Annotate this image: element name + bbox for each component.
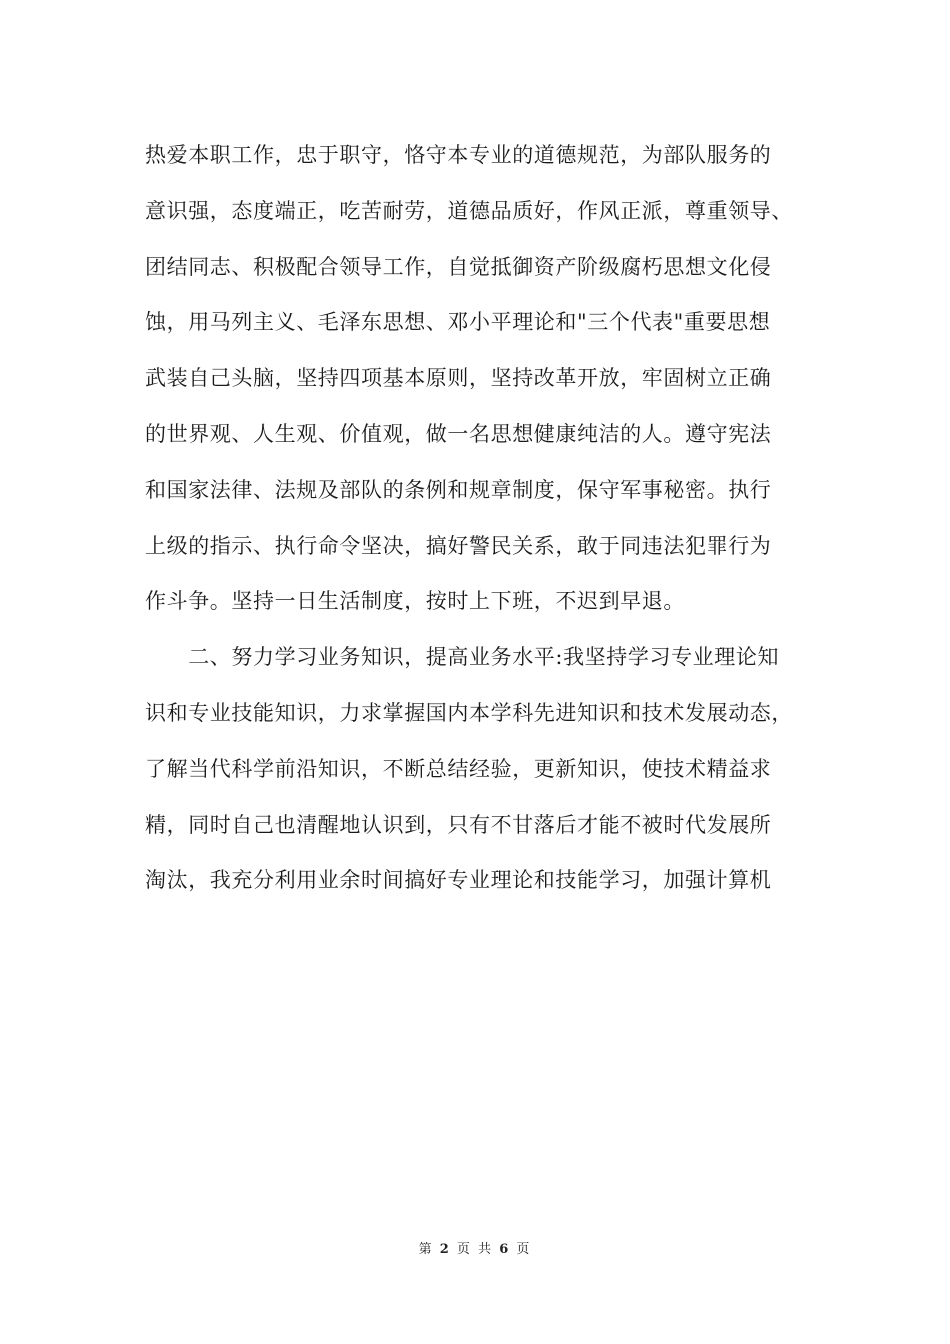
- text-line: 作斗争。坚持一日生活制度，按时上下班，不迟到早退。: [145, 589, 685, 614]
- text-line: 了解当代科学前沿知识，不断总结经验，更新知识，使技术精益求: [145, 756, 772, 781]
- text-line: 识和专业技能知识，力求掌握国内本学科先进知识和技术发展动态，: [145, 700, 793, 725]
- text-line: 蚀，用马列主义、毛泽东思想、邓小平理论和"三个代表"重要思想: [145, 310, 771, 335]
- text-line: 上级的指示、执行命令坚决，搞好警民关系，敢于同违法犯罪行为: [145, 533, 772, 558]
- text-line: 团结同志、积极配合领导工作，自觉抵御资产阶级腐朽思想文化侵: [145, 254, 772, 279]
- total-pages-number: 6: [499, 1242, 511, 1257]
- page-footer: [0, 1238, 950, 1257]
- text-line: 精，同时自己也清醒地认识到，只有不甘落后才能不被时代发展所: [145, 812, 772, 837]
- text-line: 淘汰，我充分利用业余时间搞好专业理论和技能学习，加强计算机: [145, 868, 772, 893]
- current-page-number: 2: [439, 1242, 451, 1257]
- text-line: 热爱本职工作，忠于职守，恪守本专业的道德规范，为部队服务的: [145, 143, 772, 167]
- footer-prefix: 第: [418, 1242, 434, 1257]
- footer-middle: 页 共: [456, 1242, 494, 1257]
- text-line: 意识强，态度端正，吃苦耐劳，道德品质好，作风正派，尊重领导、: [145, 198, 793, 223]
- text-line: 和国家法律、法规及部队的条例和规章制度，保守军事秘密。执行: [145, 477, 772, 502]
- text-line: 的世界观、人生观、价值观，做一名思想健康纯洁的人。遵守宪法: [145, 421, 772, 446]
- text-line: 武装自己头脑，坚持四项基本原则，坚持改革开放，牢固树立正确: [145, 366, 772, 391]
- paragraph-start-line: 二、努力学习业务知识，提高业务水平:我坚持学习专业理论知: [145, 645, 780, 670]
- footer-suffix: 页: [516, 1242, 532, 1257]
- body-text: [145, 132, 815, 913]
